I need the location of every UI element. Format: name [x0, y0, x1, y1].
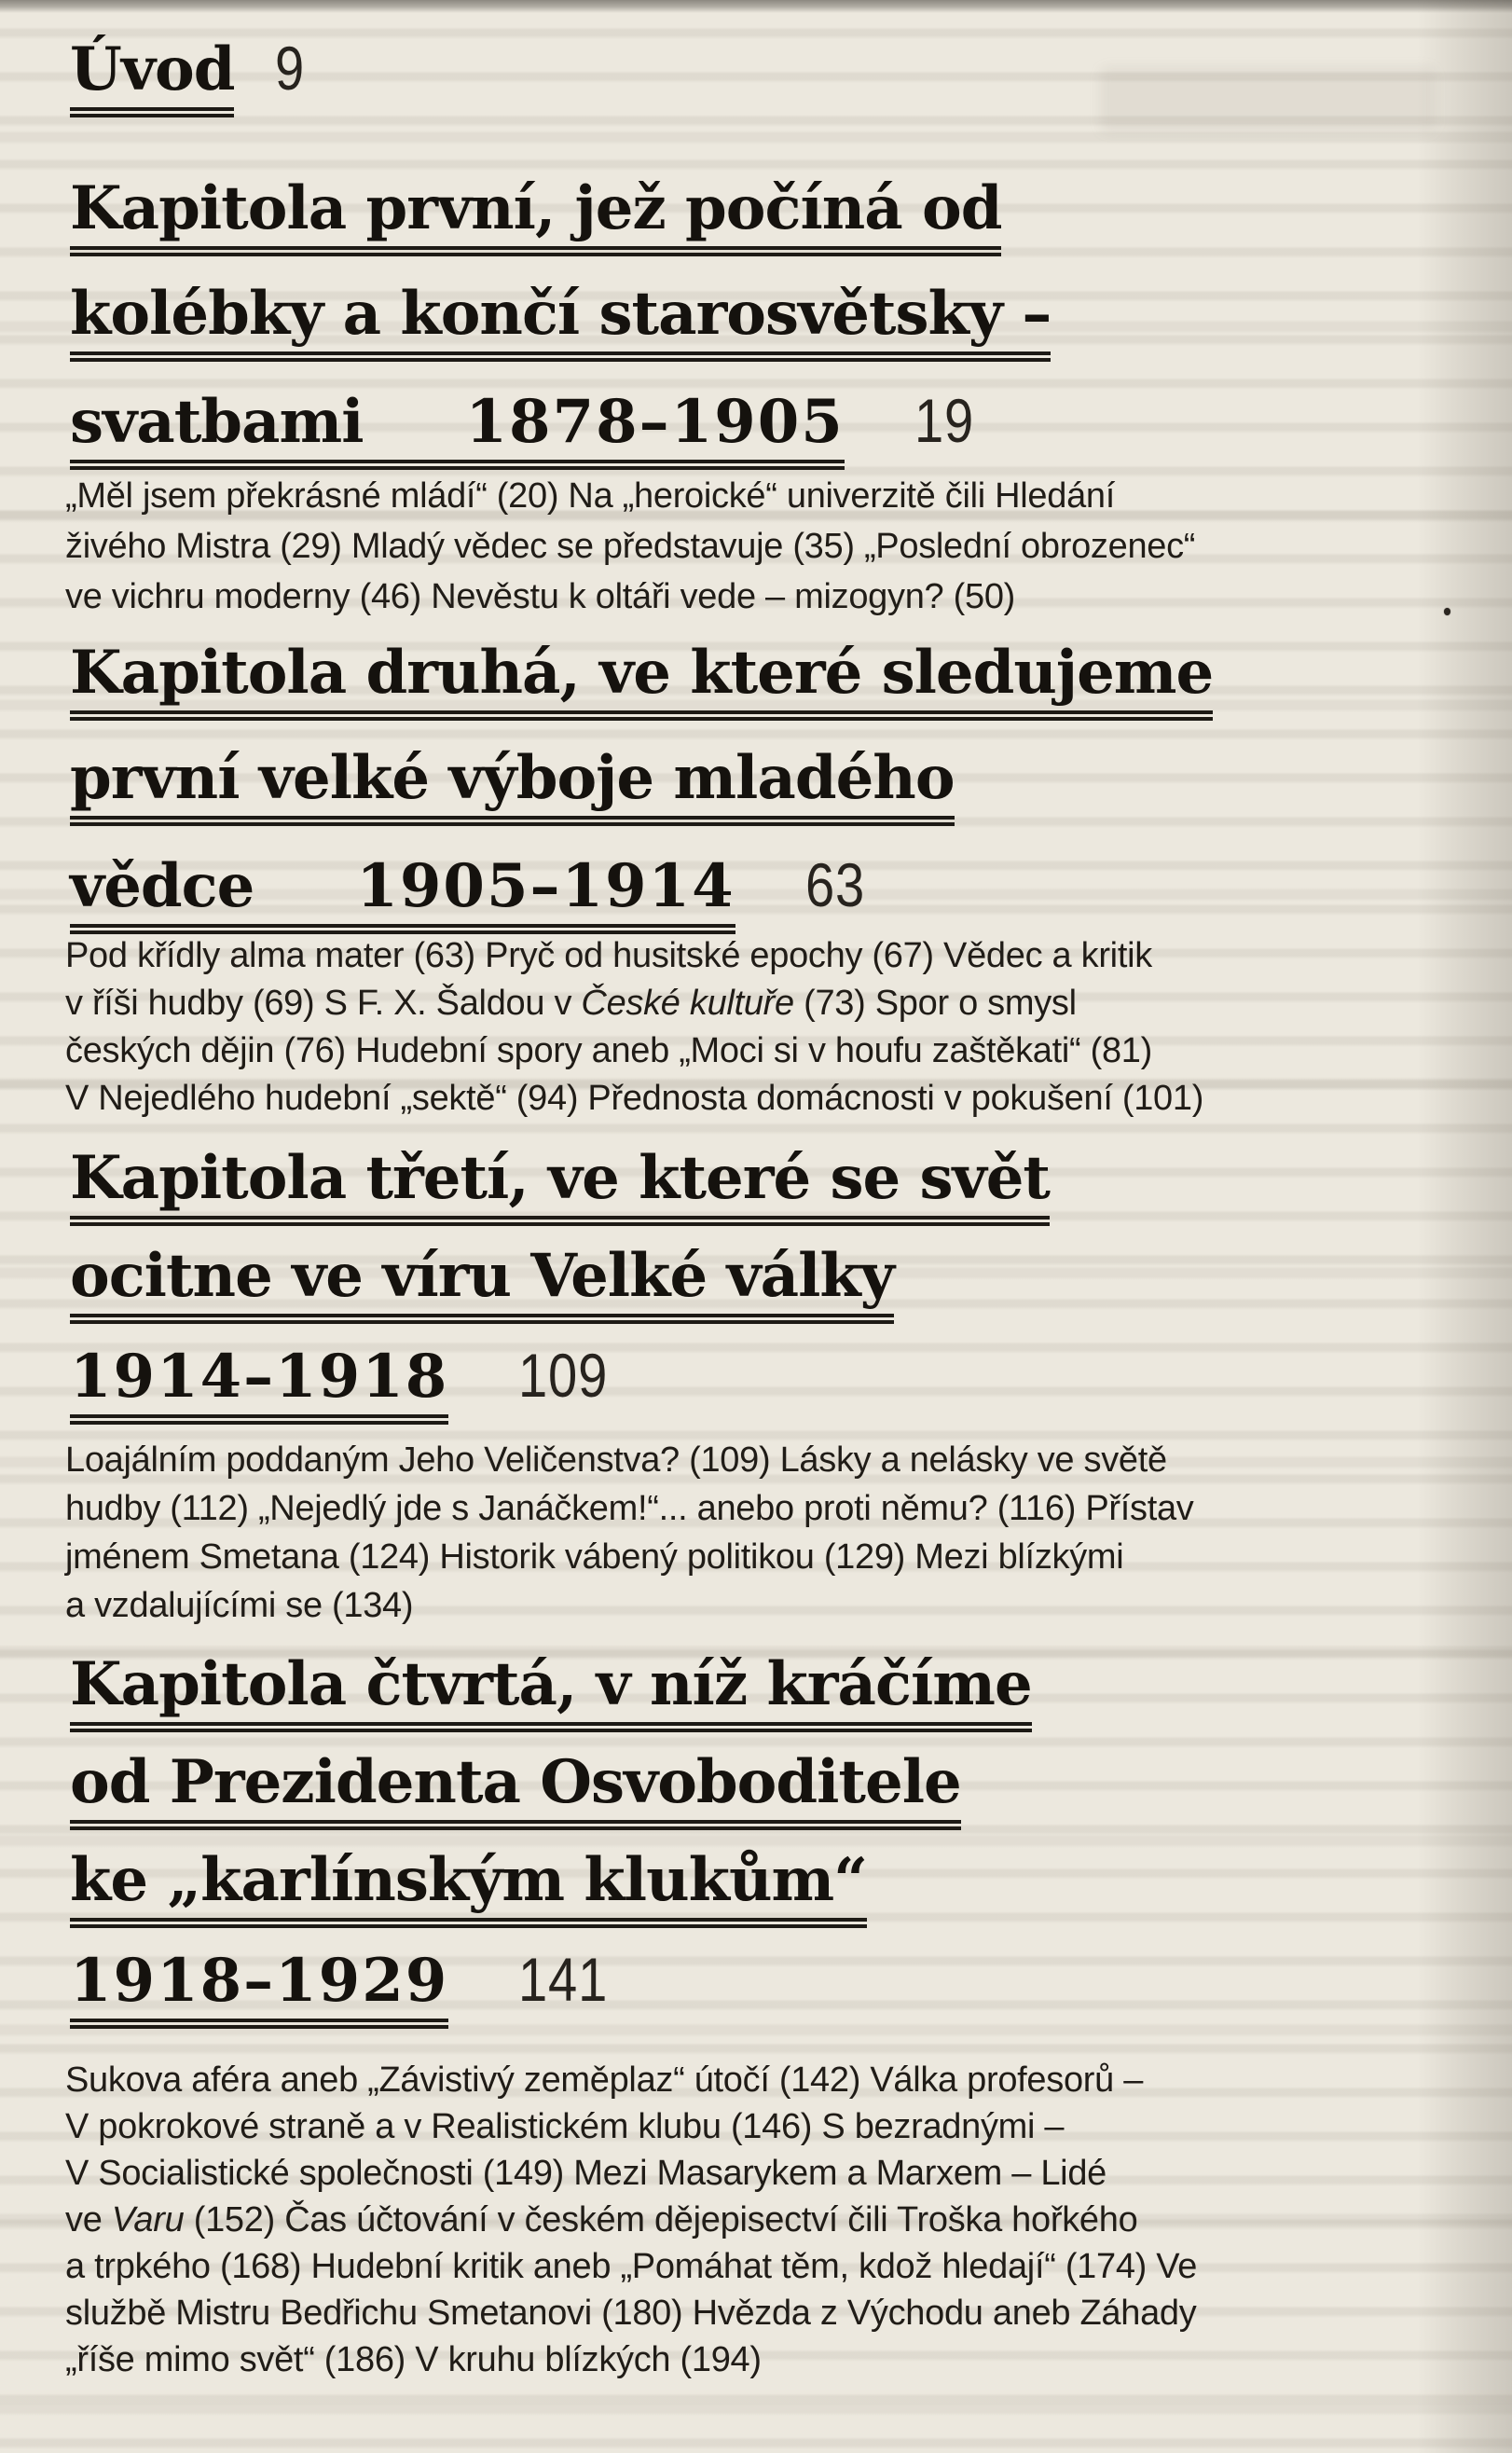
chapter-4-summary-line-6 — [65, 2290, 1426, 2336]
scan-speck — [1444, 608, 1450, 615]
summary-text-segment: V Nejedlého hudební „sektě“ (94) Přednosta domácnosti v pokušení (101) — [65, 1079, 1204, 1118]
chapter-2-page-number: 63 — [804, 850, 865, 919]
summary-text-segment: službě Mistru Bedřichu Smetanovi (180) Hvězda z Východu aneb Záhady — [65, 2294, 1197, 2333]
chapter-4-title-line-3 — [70, 1845, 867, 1928]
chapter-3-title-line-last — [70, 1341, 624, 1425]
chapter-3-summary-line-2 — [65, 1484, 1426, 1533]
chapter-title-text: ke „karlínským klukům“ — [70, 1851, 867, 1928]
chapter-4-title-line-1 — [70, 1649, 1032, 1732]
chapter-title-text: Kapitola třetí, ve které se svět — [70, 1149, 1050, 1226]
chapter-title-years-group — [70, 387, 845, 470]
chapter-1-summary-line-1 — [65, 471, 1426, 521]
chapter-1-title-line-1 — [70, 173, 1002, 256]
summary-text-segment: ve — [65, 2200, 112, 2239]
chapter-4-summary-line-1 — [65, 2057, 1426, 2103]
chapter-title-years-group — [70, 1342, 449, 1425]
scan-edge-artifact — [0, 0, 1512, 13]
summary-text-segment: „Měl jsem překrásné mládí“ (20) Na „heroické“ univerzitě čili Hledání — [65, 476, 1116, 516]
summary-text-segment: jménem Smetana (124) Historik vábený politikou (129) Mezi blízkými — [65, 1537, 1124, 1577]
summary-text-segment: a vzdalujícími se (134) — [65, 1586, 414, 1625]
chapter-4-summary-line-7 — [65, 2336, 1426, 2383]
chapter-year-range: 1878–1905 — [465, 387, 845, 457]
chapter-3-page-number: 109 — [518, 1341, 609, 1410]
chapter-3-title-line-1 — [70, 1143, 1050, 1226]
chapter-3-title-line-2 — [70, 1241, 894, 1324]
summary-text-segment: (152) Čas účtování v českém dějepisectví čili Troška hořkého — [184, 2200, 1138, 2239]
intro-page-number: 9 — [275, 34, 306, 103]
chapter-4-summary-line-3 — [65, 2150, 1426, 2197]
chapter-3-summary-line-3 — [65, 1533, 1426, 1581]
chapter-1-summary-line-3 — [65, 572, 1426, 622]
chapter-2-summary-line-1 — [65, 932, 1426, 980]
chapter-title-text: první velké výboje mladého — [70, 749, 955, 826]
chapter-title-last-word: svatbami — [70, 387, 364, 457]
chapter-title-last-word: vědce — [70, 851, 254, 921]
chapter-4-title-line-last — [70, 1945, 624, 2029]
chapter-4-title-line-2 — [70, 1747, 961, 1830]
chapter-2-title-line-1 — [70, 638, 1214, 721]
chapter-title-text: od Prezidenta Osvoboditele — [70, 1753, 961, 1830]
chapter-2-summary — [65, 932, 1426, 1123]
chapter-year-range: 1918–1929 — [70, 1946, 449, 2016]
summary-text-segment: a trpkého (168) Hudební kritik aneb „Pomáhat těm, kdož hledají“ (174) Ve — [65, 2247, 1198, 2286]
summary-text-segment: Loajálním poddaným Jeho Veličenstva? (109) Lásky a nelásky ve světě — [65, 1440, 1167, 1480]
chapter-title-text: ocitne ve víru Velké války — [70, 1247, 894, 1324]
chapter-title-text: Kapitola první, jež počíná od — [70, 179, 1001, 256]
chapter-year-range: 1905–1914 — [356, 851, 735, 921]
chapter-1-summary — [65, 471, 1426, 622]
chapter-2-title-line-2 — [70, 743, 955, 826]
chapter-1-page-number: 19 — [914, 386, 974, 455]
intro-entry — [70, 34, 310, 117]
intro-title: Úvod — [70, 40, 234, 117]
chapter-1-summary-line-2 — [65, 521, 1426, 572]
summary-text-segment: V Socialistické společnosti (149) Mezi Masarykem a Marxem – Lidé — [65, 2154, 1107, 2193]
summary-text-segment: (73) Spor o smysl — [793, 984, 1077, 1023]
print-through-smudge — [1100, 67, 1436, 132]
chapter-2-summary-line-2 — [65, 980, 1426, 1027]
summary-text-segment: Pod křídly alma mater (63) Pryč od husitské epochy (67) Vědec a kritik — [65, 936, 1152, 975]
chapter-4-summary-line-2 — [65, 2103, 1426, 2150]
summary-text-segment: ve vichru moderny (46) Nevěstu k oltáři vede – mizogyn? (50) — [65, 577, 1016, 616]
summary-text-segment: českých dějin (76) Hudební spory aneb „Moci si v houfu zaštěkati“ (81) — [65, 1031, 1152, 1070]
chapter-year-range: 1914–1918 — [70, 1342, 449, 1412]
chapter-title-years-group — [70, 851, 735, 934]
summary-text-segment: živého Mistra (29) Mladý vědec se představuje (35) „Poslední obrozenec“ — [65, 527, 1196, 566]
chapter-2-summary-line-4 — [65, 1075, 1426, 1123]
chapter-1-title-line-last — [70, 386, 984, 470]
chapter-title-text: Kapitola druhá, ve které sledujeme — [70, 643, 1213, 721]
chapter-title-years-group — [70, 1946, 449, 2029]
summary-text-segment: hudby (112) „Nejedlý jde s Janáčkem!“... anebo proti němu? (116) Přístav — [65, 1489, 1194, 1528]
chapter-2-title-line-last — [70, 850, 875, 934]
chapter-2-summary-line-3 — [65, 1027, 1426, 1075]
chapter-3-summary-line-4 — [65, 1581, 1426, 1630]
chapter-title-text: Kapitola čtvrtá, v níž kráčíme — [70, 1655, 1032, 1732]
chapter-4-summary — [65, 2057, 1426, 2383]
summary-text-segment: Sukova aféra aneb „Závistivý zeměplaz“ útočí (142) Válka profesorů – — [65, 2060, 1144, 2100]
chapter-4-summary-line-5 — [65, 2243, 1426, 2290]
chapter-4-summary-line-4 — [65, 2197, 1426, 2243]
summary-italic-segment: Varu — [111, 2200, 185, 2239]
chapter-1-title-line-2 — [70, 279, 1052, 362]
chapter-4-page-number: 141 — [518, 1945, 609, 2014]
chapter-3-summary — [65, 1436, 1426, 1630]
summary-text-segment: „říše mimo svět“ (186) V kruhu blízkých (194) — [65, 2340, 762, 2379]
chapter-3-summary-line-1 — [65, 1436, 1426, 1484]
summary-text-segment: v říši hudby (69) S F. X. Šaldou v — [65, 984, 582, 1023]
summary-text-segment: V pokrokové straně a v Realistickém klubu (146) S bezradnými – — [65, 2107, 1065, 2146]
summary-italic-segment: České kultuře — [581, 984, 794, 1023]
chapter-title-text: kolébky a končí starosvětsky – — [70, 284, 1051, 362]
